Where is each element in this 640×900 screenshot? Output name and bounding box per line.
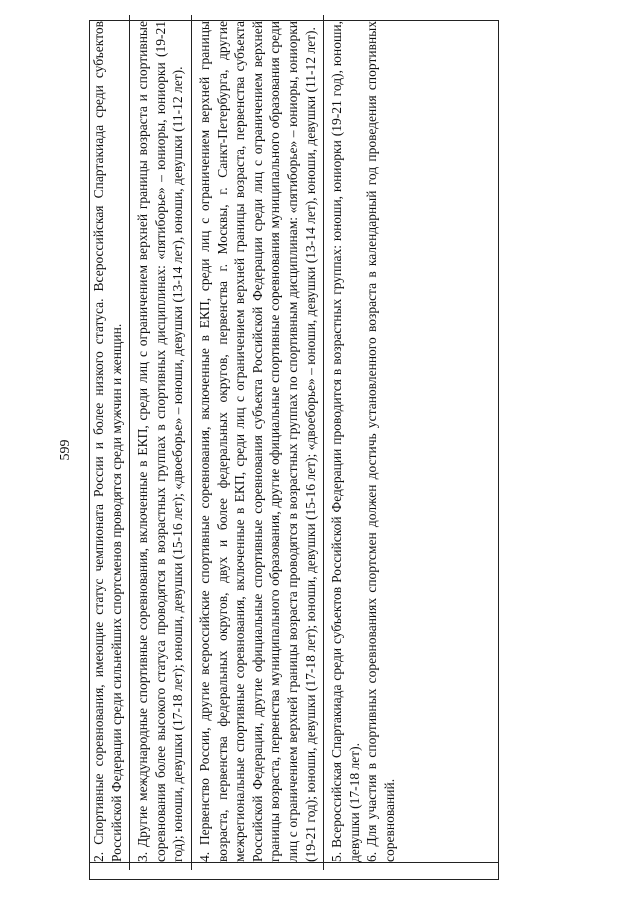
- page-number: 599: [58, 439, 73, 461]
- list-item-5: 5. Всероссийская Спартакиада среди субъектов Российской Федерации проводится в возрастных группах: юноши, юниорки (19-21 год), юноши, девушки (17-18 лет).: [329, 21, 362, 862]
- content-cell: [90, 21, 499, 863]
- rules-table: [89, 20, 499, 880]
- divider: [191, 15, 192, 870]
- divider: [323, 15, 324, 870]
- rotated-landscape-page: [50, 20, 500, 880]
- table-row: [90, 21, 499, 880]
- list-item-2: 2. Спортивные соревнования, имеющие статус чемпионата России и более низкого статуса. Всероссийская Спартакиада среди субъектов Российской Федерации среди сильнейших спортсменов проводятся среди мужчин и женщин.: [91, 21, 124, 862]
- list-item-6: 6. Для участия в спортивных соревнованиях спортсмен должен достичь установленного возраста в календарный год проведения спортивных соревнований.: [364, 21, 397, 862]
- divider: [129, 15, 130, 870]
- list-item-3: 3. Другие международные спортивные соревнования, включенные в ЕКП, среди лиц с ограничением верхней границы возраста и спортивные соревнования более высокого статуса проводятся в возрастных группах в спортивных дисциплинах: «пятиборье» – юниоры, юниорки (19-21 год); юноши, девушки (17-18 лет); юноши, девушки (15-16 лет); «двоеборье» – юноши, девушки (13-14 лет), юноши, девушки (11-12 лет).: [135, 21, 186, 862]
- list-item-4: 4. Первенство России, другие всероссийские спортивные соревнования, включенные в ЕКП, среди лиц с ограничением верхней границы возраста, первенства федеральных округов, двух и более федеральных округов, первенства г. Москвы, г. Санкт-Петербурга, другие межрегиональные спортивные соревнования, включенные в ЕКП, среди лиц с ограничением верхней границы возраста, первенства субъекта Российской Федерации, другие официальные спортивные соревнования субъекта Российской Федерации среди лиц с ограничением верхней границы возраста, первенства муниципального образования, другие официальные спортивные соревнования муниципального образования среди лиц с ограничением верхней границы возраста проводятся в возрастных группах по спортивным дисциплинам: «пятиборье» – юниоры, юниорки (19-21 год); юноши, девушки (17-18 лет); юноши, девушки (15-16 лет); «двоеборье» – юноши, девушки (13-14 лет), юноши, девушки (11-12 лет).: [196, 21, 318, 862]
- left-column-cell: [90, 863, 499, 880]
